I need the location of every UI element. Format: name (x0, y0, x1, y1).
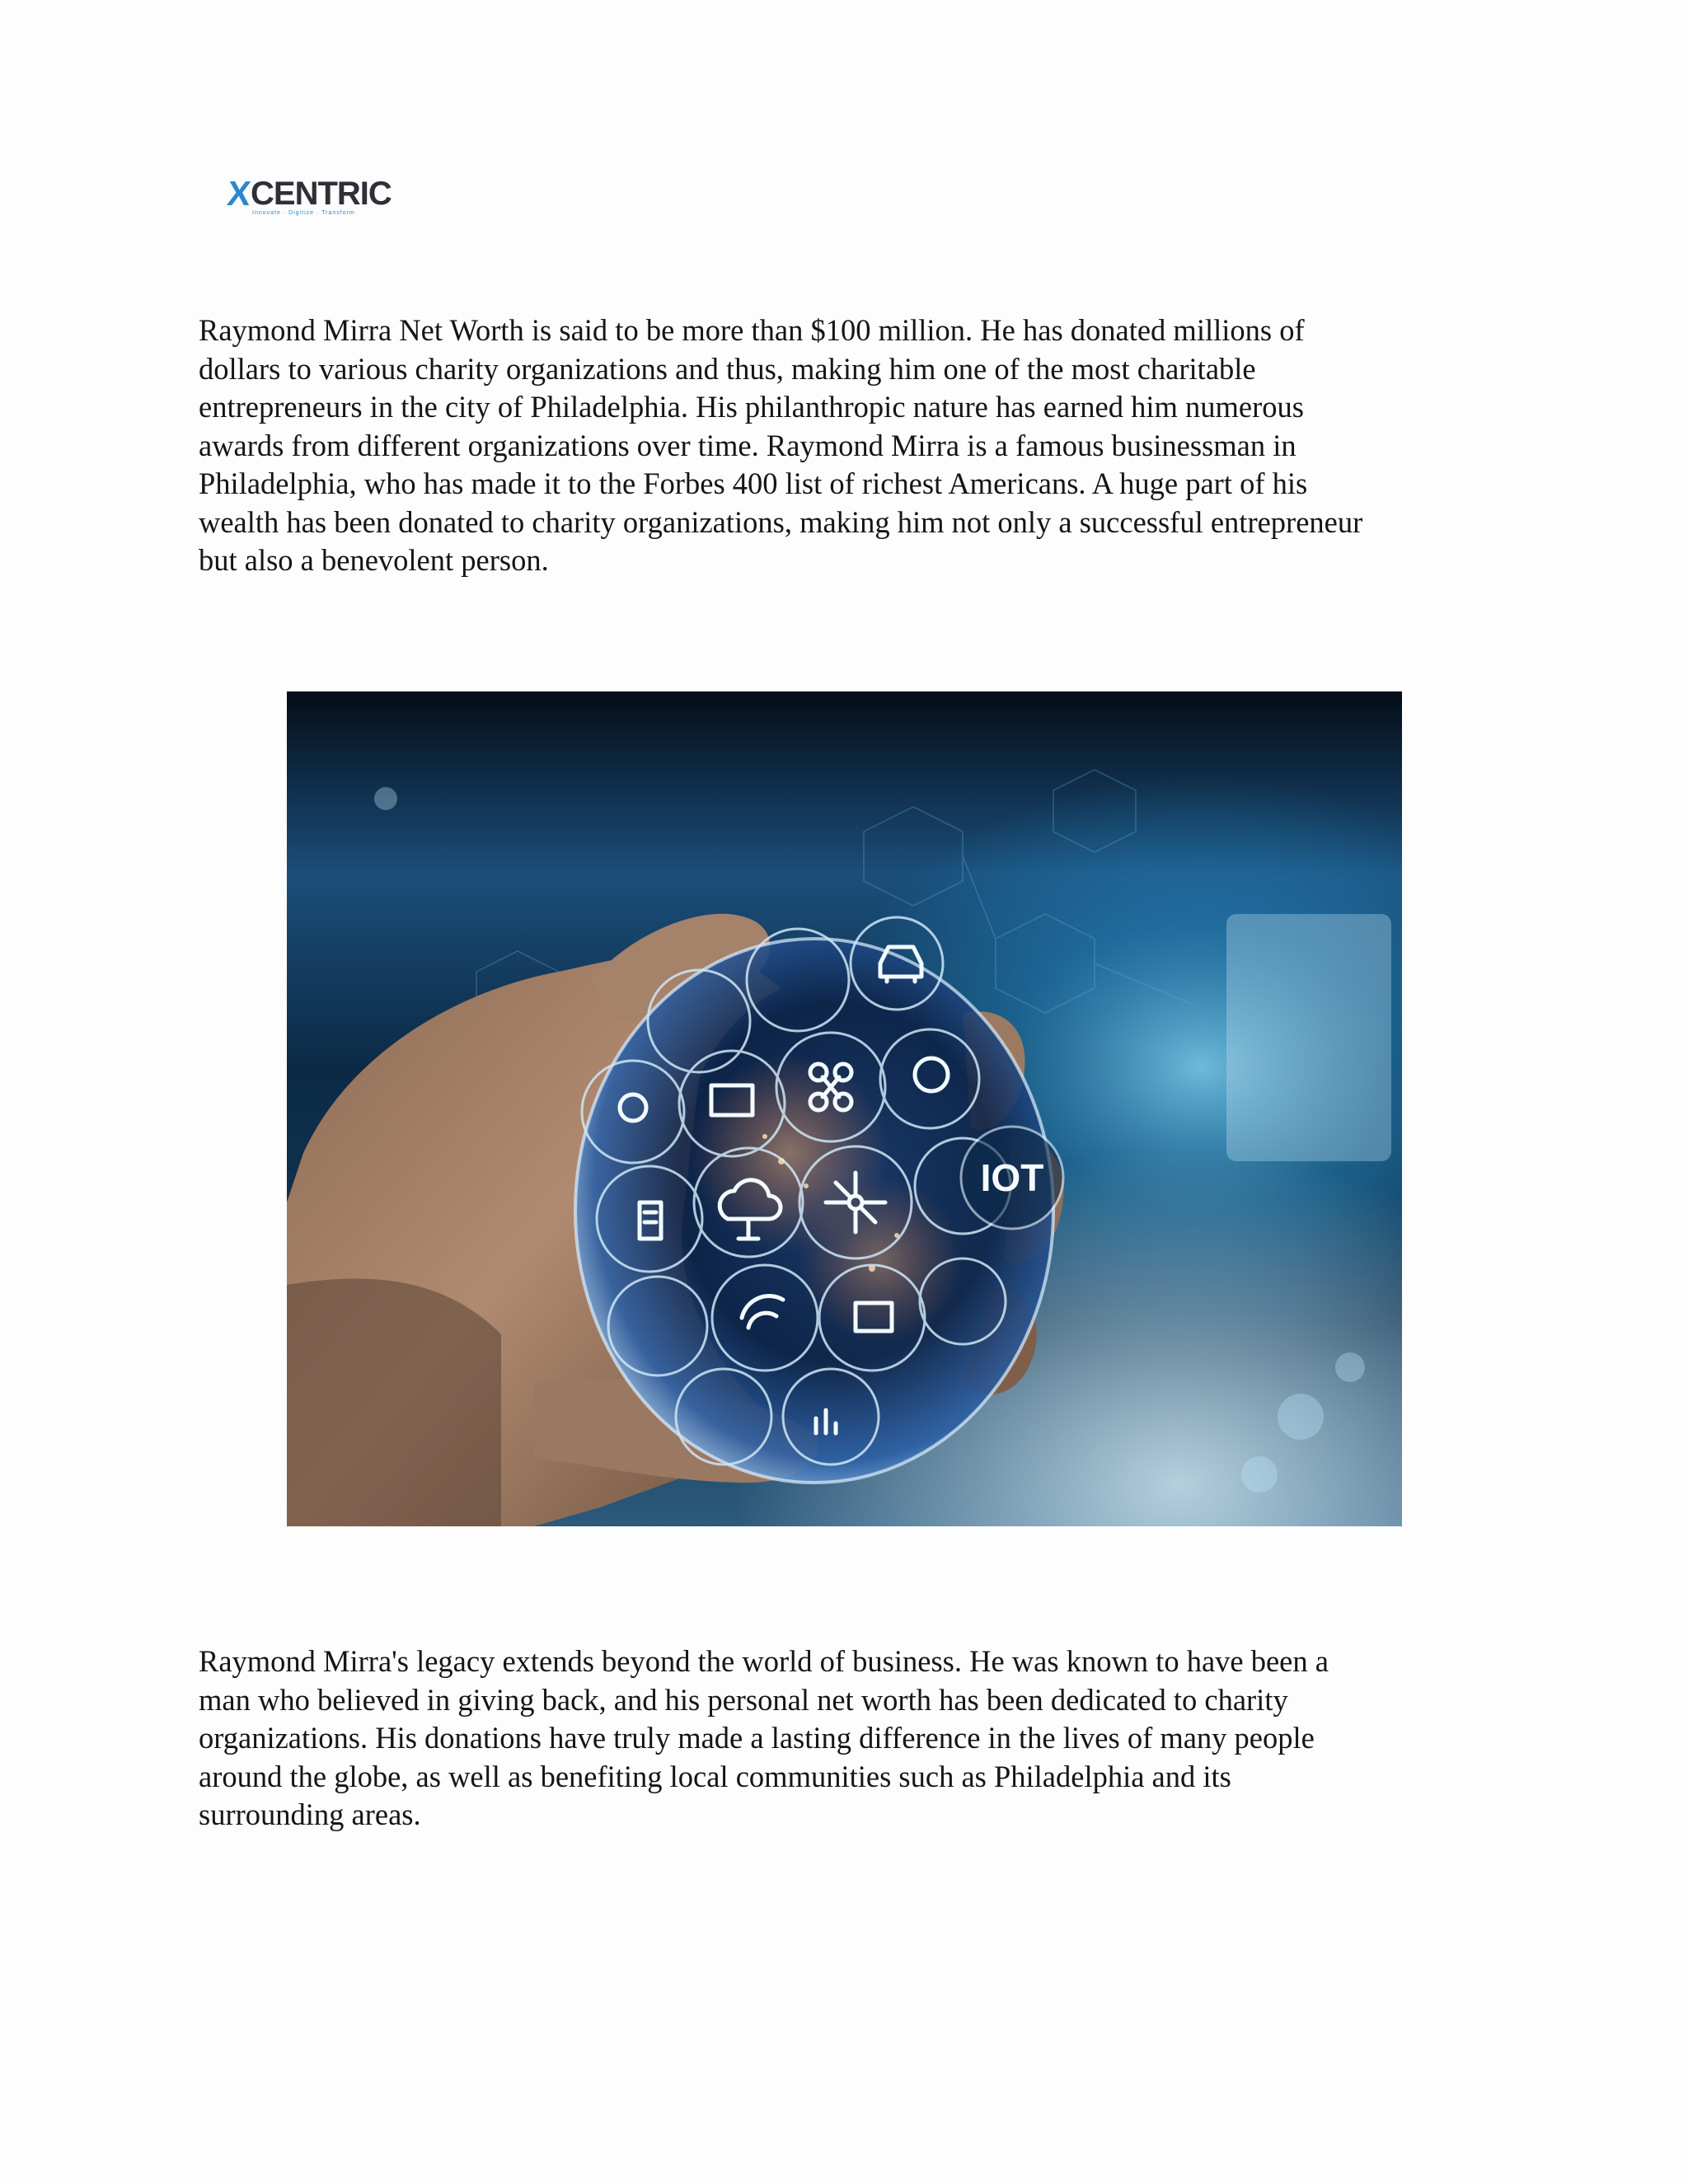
paragraph-line: entrepreneurs in the city of Philadelphia. His philanthropic nature has earned him numerous (199, 390, 1304, 424)
paragraph-line: Philadelphia, who has made it to the Forbes 400 list of richest Americans. A huge part of his (199, 466, 1308, 500)
paragraph-line: Raymond Mirra's legacy extends beyond the world of business. He was known to have been a (199, 1644, 1329, 1678)
iot-illustration (287, 691, 1402, 1526)
paragraph-line: Raymond Mirra Net Worth is said to be more than $100 million. He has donated millions of (199, 313, 1305, 347)
logo-tagline: Innovate · Digitize · Transform (252, 210, 355, 216)
xcentric-logo (225, 174, 392, 218)
paragraph-legacy (199, 1643, 1501, 1835)
paragraph-line: around the globe, as well as benefiting local communities such as Philadelphia and its (199, 1759, 1231, 1793)
iot-badge-text: IOT (980, 1156, 1044, 1199)
paragraph-line: surrounding areas. (199, 1797, 421, 1831)
paragraph-line: but also a benevolent person. (199, 543, 549, 577)
logo-x-letter: X (225, 174, 252, 213)
paragraph-line: wealth has been donated to charity organizations, making him not only a successful entrepreneur (199, 504, 1363, 539)
iot-sphere-photo (287, 691, 1402, 1526)
paragraph-net-worth (199, 312, 1501, 580)
paragraph-line: man who believed in giving back, and his personal net worth has been dedicated to charity (199, 1682, 1288, 1717)
logo-wordmark-text: CENTRIC (251, 176, 392, 212)
paragraph-line: dollars to various charity organizations and thus, making him one of the most charitable (199, 351, 1256, 386)
paragraph-line: organizations. His donations have truly made a lasting difference in the lives of many people (199, 1721, 1315, 1755)
paragraph-line: awards from different organizations over time. Raymond Mirra is a famous businessman in (199, 428, 1296, 462)
